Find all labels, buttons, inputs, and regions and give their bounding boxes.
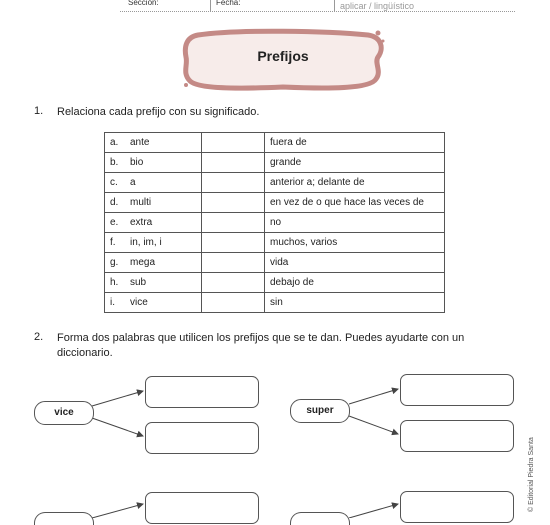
row-letter: c. — [110, 177, 118, 188]
arrow-line — [92, 391, 143, 406]
section-label: Sección: — [128, 0, 159, 7]
row-prefix: vice — [130, 297, 148, 308]
row-letter: f. — [110, 237, 116, 248]
arrow-line — [92, 418, 143, 436]
row-prefix: a — [130, 177, 136, 188]
answer-box[interactable] — [145, 422, 259, 454]
answer-box[interactable] — [400, 420, 514, 452]
answer-box[interactable] — [145, 376, 259, 408]
meaning-cell: no — [265, 213, 445, 233]
meaning-cell: debajo de — [265, 273, 445, 293]
meaning-cell: vida — [265, 253, 445, 273]
meaning-cell: en vez de o que hace las veces de — [265, 193, 445, 213]
row-prefix: in, im, i — [130, 237, 162, 248]
prefix-box-partial — [290, 512, 350, 525]
meaning-cell: grande — [265, 153, 445, 173]
row-prefix: bio — [130, 157, 144, 168]
row-letter: h. — [110, 277, 119, 288]
row-letter: i. — [110, 297, 115, 308]
row-prefix: multi — [130, 197, 152, 208]
row-prefix: sub — [130, 277, 147, 288]
arrow-line — [349, 504, 398, 518]
answer-box[interactable] — [400, 374, 514, 406]
arrow-line — [349, 416, 398, 434]
meaning-cell: anterior a; delante de — [265, 173, 445, 193]
prefix-box-vice: vice — [34, 401, 94, 425]
skill-label: aplicar / lingüístico — [340, 1, 415, 11]
question-2-instruction: Forma dos palabras que utilicen los prefijos que se te dan. Puedes ayudarte con un diccionario. — [57, 332, 465, 359]
row-letter: a. — [110, 137, 119, 148]
row-letter: g. — [110, 257, 119, 268]
meaning-cell: fuera de — [265, 133, 445, 153]
row-prefix: ante — [130, 137, 150, 148]
row-letter: d. — [110, 197, 119, 208]
meaning-cell: sin — [265, 293, 445, 313]
answer-box[interactable] — [400, 491, 514, 523]
prefix-box-partial — [34, 512, 94, 525]
arrow-line — [349, 389, 398, 404]
question-1-instruction: Relaciona cada prefijo con su significado. — [57, 106, 260, 118]
row-prefix: extra — [130, 217, 153, 228]
arrow-line — [92, 504, 143, 518]
question-2-number: 2. — [34, 331, 44, 343]
row-letter: e. — [110, 217, 119, 228]
question-1-number: 1. — [34, 105, 44, 117]
row-letter: b. — [110, 157, 119, 168]
prefix-box-super: super — [290, 399, 350, 423]
page-title: Prefijos — [257, 48, 309, 64]
publisher-credit: © Editorial Piedra Santa — [528, 437, 535, 512]
meaning-cell: muchos, varios — [265, 233, 445, 253]
date-label: Fecha: — [216, 0, 241, 7]
row-prefix: mega — [130, 257, 156, 268]
answer-box[interactable] — [145, 492, 259, 524]
